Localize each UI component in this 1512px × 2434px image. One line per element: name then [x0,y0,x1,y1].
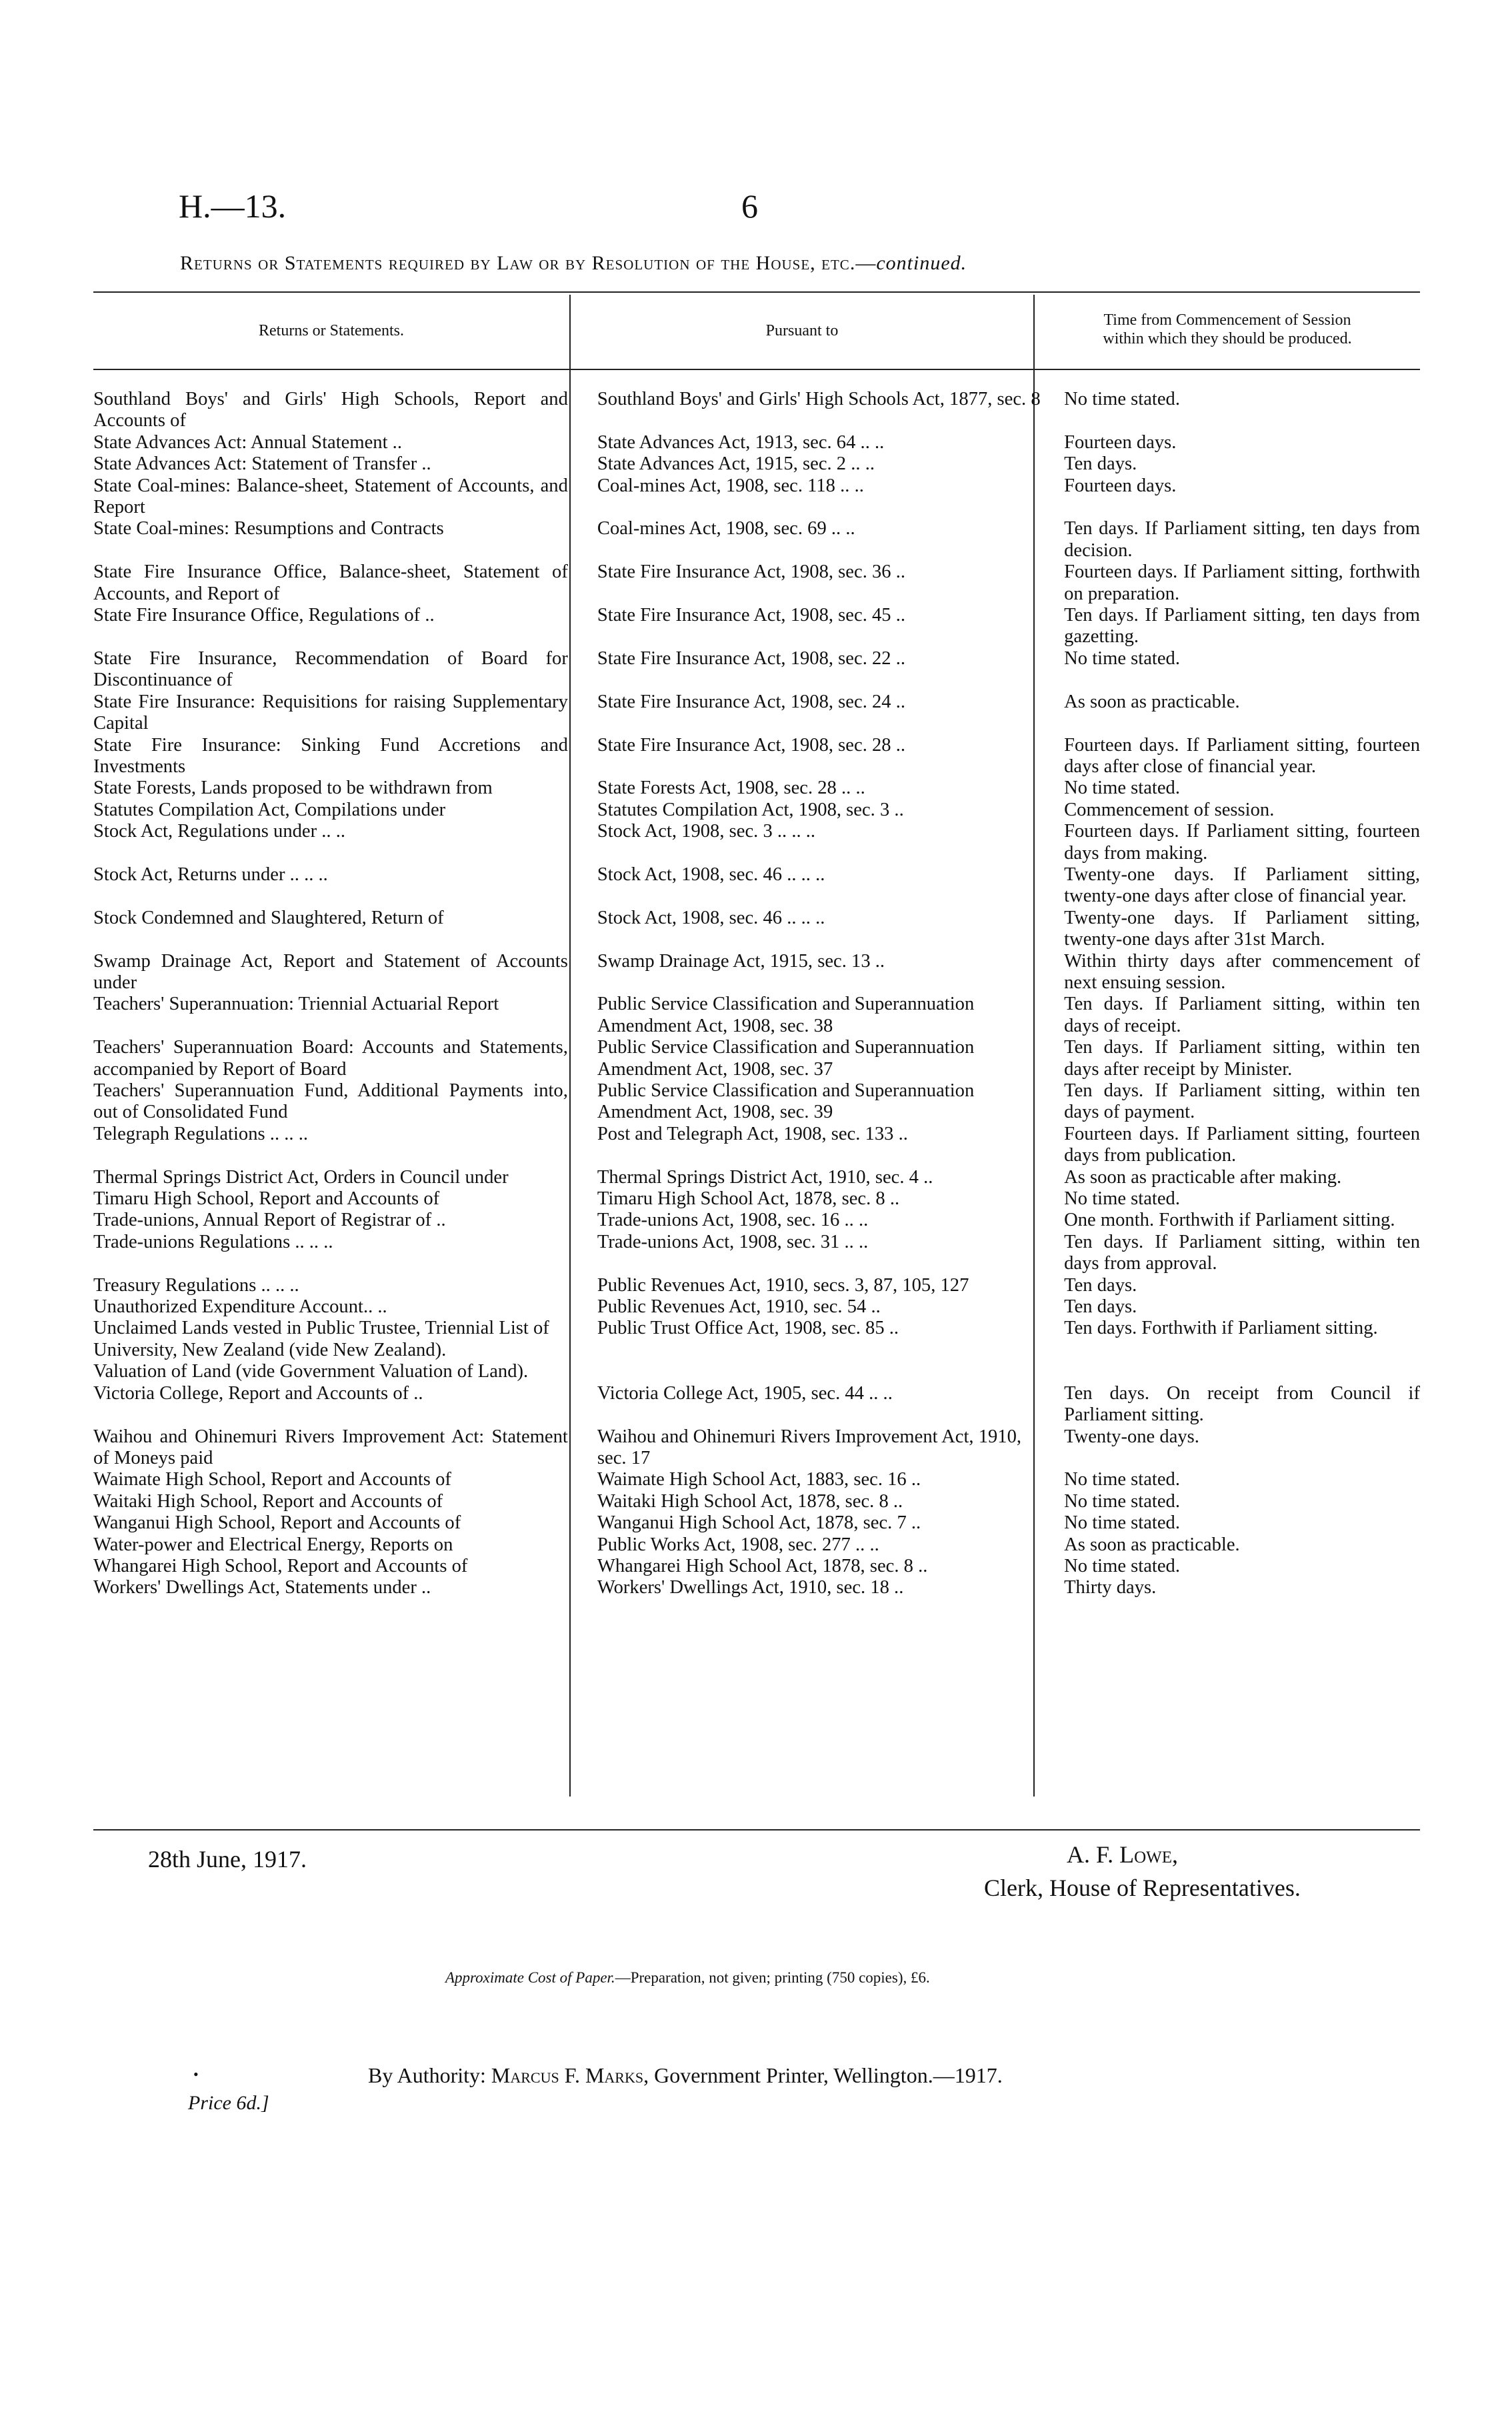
time-cell: As soon as practicable. [1064,691,1240,712]
pursuant-cell: Workers' Dwellings Act, 1910, sec. 18 .. [597,1577,904,1598]
pursuant-cell: Post and Telegraph Act, 1908, sec. 133 .. [597,1123,908,1144]
returns-cell: Water-power and Electrical Energy, Reports on [93,1534,453,1555]
pursuant-cell [581,1340,1052,1361]
pursuant-cell: Public Works Act, 1908, sec. 277 .. .. [597,1534,879,1555]
time-cell: Thirty days. [1064,1577,1157,1598]
table-row [93,1124,1420,1167]
returns-cell: Teachers' Superannuation: Triennial Actuarial Report [93,994,499,1015]
table-row [93,1296,1420,1318]
table-row [93,1383,1420,1426]
returns-cell: Trade-unions, Annual Report of Registrar of .. [93,1210,446,1231]
time-cell: Ten days. If Parliament sitting, within ten days of payment. [1064,1080,1420,1123]
returns-cell: Waimate High School, Report and Accounts of [93,1469,451,1490]
returns-cell: State Fire Insurance Office, Balance-sheet, Statement of Accounts, and Report of [93,561,568,604]
document-reference: H.—13. [179,187,287,225]
pursuant-cell: Coal-mines Act, 1908, sec. 118 .. .. [597,475,864,496]
table-row [93,821,1420,864]
returns-cell: State Advances Act: Annual Statement .. [93,431,402,453]
pursuant-cell: Wanganui High School Act, 1878, sec. 7 .. [597,1512,921,1534]
time-cell: No time stated. [1064,389,1181,409]
time-cell: Ten days. Forthwith if Parliament sitting. [1064,1318,1378,1339]
pursuant-cell: Trade-unions Act, 1908, sec. 31 .. .. [597,1231,869,1252]
table-row [93,692,1420,735]
returns-cell: Wanganui High School, Report and Accounts of [93,1512,461,1534]
returns-cell: Southland Boys' and Girls' High Schools, Report and Accounts of [93,389,568,431]
time-cell: Fourteen days. If Parliament sitting, forthwith on preparation. [1064,561,1420,604]
pursuant-cell: State Advances Act, 1915, sec. 2 .. .. [597,453,875,475]
time-cell: Ten days. If Parliament sitting, within ten days of receipt. [1064,994,1420,1036]
signatory-name: A. F. Lowe, [1067,1841,1179,1868]
returns-cell: Teachers' Superannuation Fund, Additional Payments into, out of Consolidated Fund [93,1080,568,1123]
table-bottom-rule [93,1829,1420,1831]
column-header-time-line2: within which they should be produced. [1103,330,1352,347]
table-top-rule [93,291,1420,293]
pursuant-cell: Victoria College Act, 1905, sec. 44 .. .. [597,1382,893,1404]
pursuant-cell: Stock Act, 1908, sec. 3 .. .. .. [597,821,816,842]
returns-cell: Stock Act, Regulations under .. .. [93,821,346,842]
time-cell: Commencement of session. [1064,799,1275,820]
table-row [93,864,1420,908]
table-row [93,951,1420,994]
pursuant-cell: Stock Act, 1908, sec. 46 .. .. .. [597,864,825,885]
returns-cell: State Fire Insurance, Recommendation of Board for Discontinuance of [93,648,568,691]
table-row [93,1275,1420,1296]
time-cell: Ten days. If Parliament sitting, within ten days from approval. [1064,1231,1420,1274]
time-cell: Ten days. [1064,1274,1137,1296]
table-row [93,1534,1420,1556]
time-cell: Fourteen days. [1064,475,1177,496]
returns-cell: Whangarei High School, Report and Accounts of [93,1555,468,1576]
pursuant-cell: State Fire Insurance Act, 1908, sec. 28 .. [597,734,906,756]
pursuant-cell [581,1361,1052,1382]
time-cell: No time stated. [1064,1512,1181,1534]
table-row [93,453,1420,475]
returns-cell: Workers' Dwellings Act, Statements under .. [93,1577,431,1598]
printer-name: Marcus F. Marks, [491,2063,649,2087]
table-row [93,518,1420,561]
returns-cell: Victoria College, Report and Accounts of .. [93,1382,423,1404]
pursuant-cell: Waimate High School Act, 1883, sec. 16 .. [597,1469,921,1490]
time-cell: No time stated. [1064,1188,1181,1210]
time-cell [1052,1340,1420,1361]
time-cell: Ten days. [1064,453,1137,475]
price: Price 6d.] [188,2092,269,2114]
pursuant-cell: Public Trust Office Act, 1908, sec. 85 .. [597,1318,899,1339]
time-cell: No time stated. [1064,1555,1181,1576]
time-cell: Ten days. [1064,1296,1137,1318]
returns-cell: State Coal-mines: Balance-sheet, Statement of Accounts, and Report [93,475,568,518]
table-row [93,1361,1420,1382]
returns-cell: Waitaki High School, Report and Accounts of [93,1490,443,1512]
pursuant-cell: Stock Act, 1908, sec. 46 .. .. .. [597,907,825,928]
time-cell: Fourteen days. [1064,431,1177,453]
returns-cell: Unclaimed Lands vested in Public Trustee, Triennial List of [93,1318,549,1339]
table-row [93,1340,1420,1361]
pursuant-cell: Public Service Classification and Superannuation Amendment Act, 1908, sec. 37 [597,1037,975,1080]
pursuant-cell: Thermal Springs District Act, 1910, sec. 4 .. [597,1166,933,1188]
table-row [93,1512,1420,1534]
cost-text: —Preparation, not given; printing (750 copies), £6. [615,1969,930,1986]
table-row [93,1188,1420,1210]
page-title-continued: continued. [876,252,967,274]
pursuant-cell: State Fire Insurance Act, 1908, sec. 22 .. [597,648,906,669]
table-row [93,1577,1420,1598]
bullet-mark: • [193,2066,199,2083]
time-cell: Ten days. If Parliament sitting, ten days from decision. [1064,518,1420,561]
time-cell: No time stated. [1064,1490,1181,1512]
time-cell: One month. Forthwith if Parliament sitting. [1064,1210,1395,1231]
pursuant-cell: Timaru High School Act, 1878, sec. 8 .. [597,1188,900,1210]
pursuant-cell: Waihou and Ohinemuri Rivers Improvement Act, 1910, sec. 17 [597,1426,1022,1468]
table-row [93,389,1420,432]
page-number: 6 [741,187,758,225]
returns-cell: Stock Act, Returns under .. .. .. [93,864,328,885]
table-row [93,1232,1420,1275]
pursuant-cell: Public Service Classification and Superannuation Amendment Act, 1908, sec. 38 [597,994,975,1036]
returns-cell: State Fire Insurance Office, Regulations of .. [93,605,435,626]
returns-cell: Unauthorized Expenditure Account.. .. [93,1296,387,1318]
returns-cell: Trade-unions Regulations .. .. .. [93,1231,333,1252]
pursuant-cell: State Fire Insurance Act, 1908, sec. 45 .. [597,605,906,626]
returns-cell: Stock Condemned and Slaughtered, Return of [93,907,444,928]
pursuant-cell: Public Service Classification and Superannuation Amendment Act, 1908, sec. 39 [597,1080,975,1123]
page-title-text: Returns or Statements required by Law or by Resolution of the House, etc.— [180,252,877,274]
returns-cell: Timaru High School, Report and Accounts of [93,1188,440,1210]
column-header-returns: Returns or Statements. [259,322,404,339]
returns-cell: State Fire Insurance: Requisitions for raising Supplementary Capital [93,691,568,734]
returns-cell: Statutes Compilation Act, Compilations under [93,799,446,820]
table-row [93,648,1420,692]
pursuant-cell: Waitaki High School Act, 1878, sec. 8 .. [597,1490,903,1512]
table-header-rule [93,369,1420,370]
pursuant-cell: Swamp Drainage Act, 1915, sec. 13 .. [597,950,885,972]
time-cell: No time stated. [1064,1469,1181,1490]
returns-cell: State Advances Act: Statement of Transfer .. [93,453,431,475]
returns-cell: Waihou and Ohinemuri Rivers Improvement Act: Statement of Moneys paid [93,1426,568,1468]
pursuant-cell: State Fire Insurance Act, 1908, sec. 36 .. [597,561,906,583]
date: 28th June, 1917. [148,1846,307,1873]
time-cell [1052,1361,1420,1382]
time-cell: Fourteen days. If Parliament sitting, fourteen days from making. [1064,821,1420,864]
time-cell: Fourteen days. If Parliament sitting, fourteen days from publication. [1064,1123,1420,1166]
signatory-title: Clerk, House of Representatives. [984,1875,1301,1901]
page-title [180,252,1327,275]
returns-cell: State Coal-mines: Resumptions and Contracts [93,518,444,539]
pursuant-cell: State Forests Act, 1908, sec. 28 .. .. [597,778,865,799]
time-cell: As soon as practicable. [1064,1534,1240,1555]
time-cell: Twenty-one days. [1064,1426,1199,1447]
time-cell: Twenty-one days. If Parliament sitting, twenty-one days after 31st March. [1064,907,1420,950]
time-cell: As soon as practicable after making. [1064,1166,1342,1188]
time-cell: Twenty-one days. If Parliament sitting, twenty-one days after close of financial year. [1064,864,1420,907]
returns-cell: State Fire Insurance: Sinking Fund Accretions and Investments [93,734,568,777]
table-row [93,778,1420,799]
table-row [93,1491,1420,1512]
table-row [93,1556,1420,1577]
returns-cell: Treasury Regulations .. .. .. [93,1274,299,1296]
time-cell: Ten days. If Parliament sitting, within ten days after receipt by Minister. [1064,1037,1420,1080]
table-row [93,994,1420,1037]
table-row [93,1080,1420,1124]
pursuant-cell: State Fire Insurance Act, 1908, sec. 24 .. [597,691,906,712]
column-header-time [1035,311,1420,348]
returns-cell: State Forests, Lands proposed to be withdrawn from [93,778,493,799]
column-header-pursuant: Pursuant to [765,322,839,339]
table-row [93,1426,1420,1470]
returns-cell: Telegraph Regulations .. .. .. [93,1123,308,1144]
pursuant-cell: Public Revenues Act, 1910, secs. 3, 87, 105, 127 [597,1274,969,1296]
cost-note [445,1969,930,1987]
table-row [93,908,1420,951]
authority-line [368,2063,1003,2088]
table-row [93,475,1420,519]
returns-cell: Swamp Drainage Act, Report and Statement of Accounts under [93,950,568,993]
table-row [93,1318,1420,1339]
time-cell: Ten days. On receipt from Council if Parliament sitting. [1064,1382,1420,1426]
table-row [93,1469,1420,1490]
table-row [93,561,1420,605]
pursuant-cell: Statutes Compilation Act, 1908, sec. 3 .. [597,799,904,820]
time-cell: Ten days. If Parliament sitting, ten days from gazetting. [1064,605,1420,648]
authority-prefix: By Authority: [368,2063,486,2087]
table-row [93,1210,1420,1231]
pursuant-cell: Coal-mines Act, 1908, sec. 69 .. .. [597,518,855,539]
pursuant-cell: Public Revenues Act, 1910, sec. 54 .. [597,1296,881,1318]
column-header-time-line1: Time from Commencement of Session [1103,311,1351,329]
pursuant-cell: Southland Boys' and Girls' High Schools Act, 1877, sec. 8 [597,389,1041,409]
pursuant-cell: Trade-unions Act, 1908, sec. 16 .. .. [597,1210,869,1231]
returns-table [93,389,1420,1599]
table-row [93,1037,1420,1080]
table-row [93,800,1420,821]
returns-cell: Valuation of Land (vide Government Valuation of Land). [93,1361,529,1382]
returns-cell: Teachers' Superannuation Board: Accounts and Statements, accompanied by Report of Board [93,1037,568,1080]
time-cell: No time stated. [1064,648,1181,669]
time-cell: No time stated. [1064,778,1181,799]
cost-label: Approximate Cost of Paper. [445,1969,615,1986]
authority-suffix: Government Printer, Wellington.—1917. [654,2063,1003,2087]
pursuant-cell: State Advances Act, 1913, sec. 64 .. .. [597,431,885,453]
table-row [93,605,1420,648]
table-row [93,735,1420,778]
returns-cell: University, New Zealand (vide New Zealand). [93,1339,447,1360]
time-cell: Fourteen days. If Parliament sitting, fourteen days after close of financial year. [1064,734,1420,777]
time-cell: Within thirty days after commencement of next ensuing session. [1064,950,1420,993]
table-row [93,432,1420,453]
table-row [93,1167,1420,1188]
pursuant-cell: Whangarei High School Act, 1878, sec. 8 .. [597,1555,928,1576]
returns-cell: Thermal Springs District Act, Orders in Council under [93,1166,509,1188]
